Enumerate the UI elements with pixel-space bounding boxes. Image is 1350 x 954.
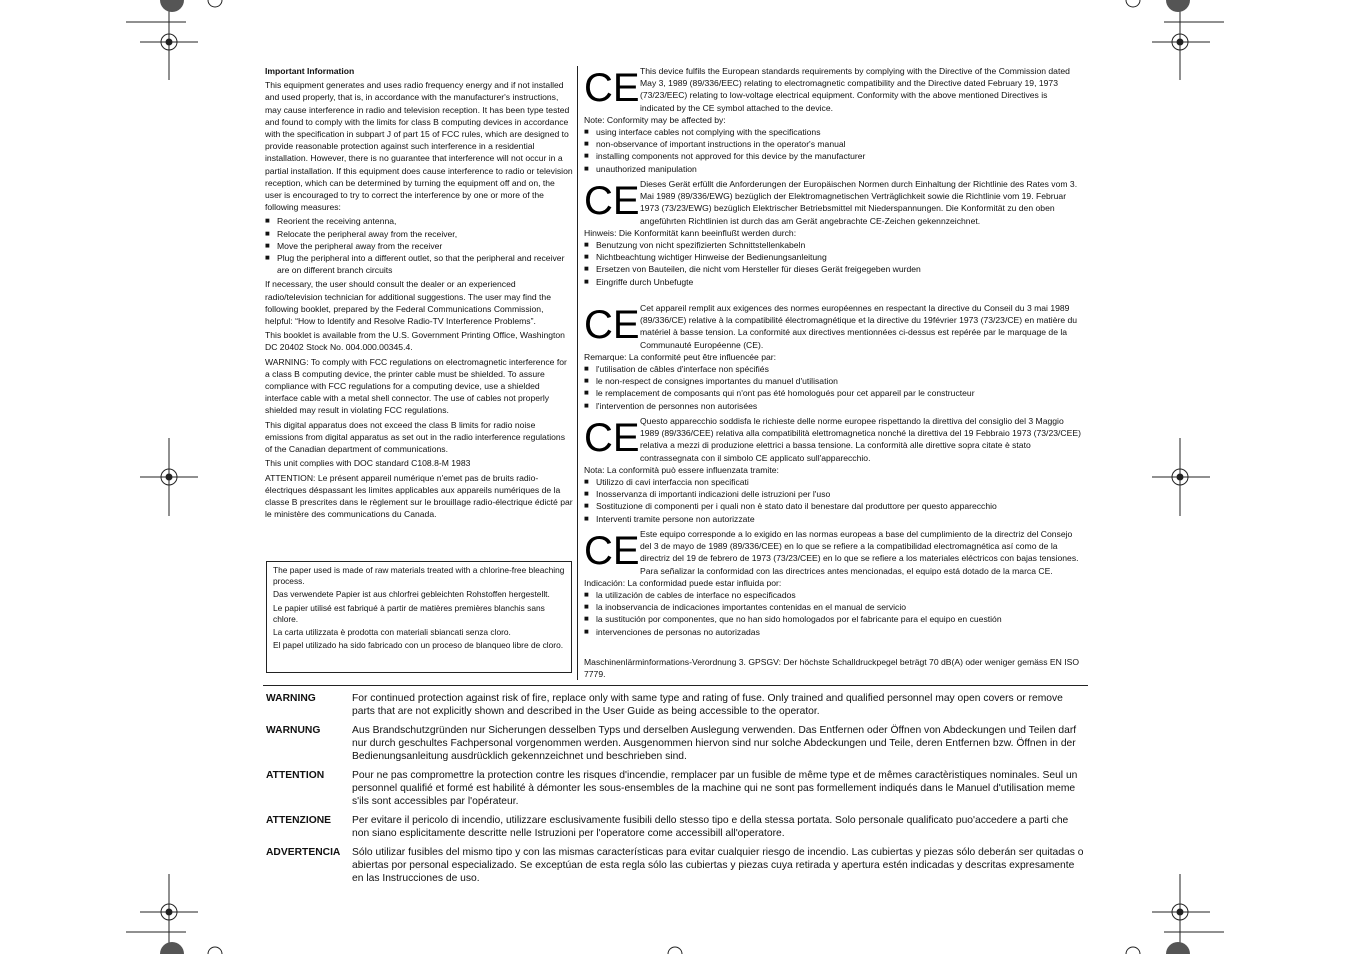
warning-row-spanish (266, 846, 1086, 885)
list-item: ■ le non-respect de consignes importantes du manuel d'utilisation (584, 375, 1084, 387)
ce-mark-icon (584, 66, 640, 110)
list-item: ■ l'intervention de personnes non autorisées (584, 400, 1084, 412)
warning-label: ADVERTENCIA (266, 847, 341, 858)
list-item: ■ unauthorized manipulation (584, 163, 1084, 175)
list-item: ■ installing components not approved for this device by the manufacturer (584, 150, 1084, 162)
fcc-paragraph: This booklet is available from the U.S. Government Printing Office, Washington DC 20402 Stock No. 004.000.00345.4. (265, 330, 565, 353)
important-information-heading: Important Information (265, 66, 355, 76)
list-item: ■ la inobservancia de indicaciones importantes contenidas en el manual de servicio (584, 601, 1084, 613)
list-item: ■ Reorient the receiving antenna, (265, 215, 573, 227)
fcc-paragraph: This digital apparatus does not exceed the class B limits for radio noise emissions from digital apparatus as set out in the radio interference regulations of the Canadian department of communications. (265, 419, 565, 455)
ce-intro-text: This device fulfils the European standards requirements by complying with the Directive of the Commission dated May 3, 1989 (89/336/EEC) relating to electromagnetic compatibility and the Directive dated February 19, 1973 (73/23/EEC) relating to low-voltage electrical equipment. Conformity with the above mentioned Directives is indicated by the CE symbol attached to the device. (640, 66, 1070, 113)
list-item: ■ Plug the peripheral into a different outlet, so that the peripheral and receiver are on different branch circuits (265, 252, 573, 276)
warning-row-english (266, 692, 1086, 718)
warning-label: ATTENZIONE (266, 815, 332, 826)
ce-block-english (584, 65, 1084, 175)
ce-conditions-list (584, 476, 1084, 525)
list-item: ■ Inosservanza di importanti indicazioni delle istruzioni per l'uso (584, 488, 1084, 500)
noise-level-note: Maschinenlärminformations-Verordnung 3. GPSGV: Der höchste Schalldruckpegel beträgt 70 dB(A) oder weniger gemäss EN ISO 7779. (584, 657, 1080, 680)
paper-notice-line: Das verwendete Papier ist aus chlorfrei gebleichten Rohstoffen hergestellt. (273, 589, 550, 600)
warning-row-french (266, 769, 1086, 808)
list-item: ■ Eingriffe durch Unbefugte (584, 276, 1084, 288)
ce-conditions-list (584, 589, 1084, 638)
list-item: ■ Ersetzen von Bauteilen, die nicht vom Hersteller für dieses Gerät freigegeben wurden (584, 263, 1084, 275)
list-item: ■ using interface cables not complying with the specifications (584, 126, 1084, 138)
list-item: ■ Sostituzione di componenti per i quali non è stato dato il benestare dal produttore per questo apparecchio (584, 500, 1084, 512)
paper-notice-box (266, 561, 572, 673)
paper-notice-line: La carta utilizzata è prodotta con materiali sbiancati senza cloro. (273, 627, 511, 638)
ce-intro-text: Cet appareil remplit aux exigences des normes européennes en respectant la directive du Conseil du 3 mai 1989 (89/336/CE) relative à la compatibilité électromagnétique et la directive du 19février 1973 (73/23/CE) en matière du matériel à basse tension. La conformité aux directives mentionnées ci-dessus est repérée par le marquage de la Communauté Européenne (CE). (640, 303, 1078, 350)
list-item: ■ intervenciones de personas no autorizadas (584, 626, 1084, 638)
list-item: ■ la sustitución por componentes, que no han sido homologados por el fabricante para el equipo en cuestión (584, 613, 1084, 625)
list-item: ■ Benutzung von nicht spezifizierten Schnittstellenkabeln (584, 239, 1084, 251)
ce-mark-icon (584, 179, 640, 223)
list-item: ■ Nichtbeachtung wichtiger Hinweise der Bedienungsanleitung (584, 251, 1084, 263)
warning-label: WARNUNG (266, 725, 321, 736)
ce-intro-text: Este equipo corresponde a lo exigido en las normas europeas a base del cumplimiento de la directriz del Consejo del 3 de mayo de 1989 (89/336/CEE) en lo que se refiere a la compatibilidad electromagnética así como de la directriz del 19 de febrero de 1973 (73/23/CEE) en lo que se refiere a los materiales eléctricos con bajas tensiones. Para señalizar la conformidad con las directrices antes mencionadas, el equipo está dotado de la marca CE. (640, 529, 1079, 576)
ce-intro-text: Questo apparecchio soddisfa le richieste delle norme europee rispettando la direttiva del consiglio del 3 Maggio 1989 (89/336/CEE) relativa alla compatibilità elettromagnetica nonché la direttiva del 19 Febbraio 1973 (73/23/CEE) relativa a mezzi di produzione elettrici a bassa tensione. La conformità alle direttive sopra citate è stato contrassegnata con il simbolo CE applicato sull'apparecchio. (640, 416, 1081, 463)
svg-text:CE: CE (584, 179, 640, 223)
paper-notice-line: Le papier utilisé est fabriqué à partir de matières premières blanchis sans chlore. (273, 602, 545, 624)
svg-text:CE: CE (584, 66, 640, 110)
ce-block-german (584, 178, 1084, 288)
ce-conditions-list (584, 363, 1084, 412)
warning-label: WARNING (266, 693, 316, 704)
fcc-information-column (265, 65, 573, 522)
list-item: ■ Move the peripheral away from the receiver (265, 240, 573, 252)
ce-conditions-list (584, 126, 1084, 175)
list-item: ■ l'utilisation de câbles d'interface non spécifiés (584, 363, 1084, 375)
fcc-paragraph: ATTENTION: Le présent appareil numérique n'emet pas de bruits radio-électriques déspassant les limites applicables aux appareils numériques de la classe B prescrites dans le règlement sur le brouillage radio-électrique édicté par le ministère des communications du Canada. (265, 472, 573, 520)
warning-text: Aus Brandschutzgründen nur Sicherungen desselben Typs und derselben Auslegung verwenden. Das Entfernen oder Öffnen von Abdeckungen und Teilen darf nur durch geschultes Fachpersonal vorgenommen werden. Ausgenommen hiervon sind nur solche Abdeckungen und Teile, deren Entfernen bzw. Öffnen in der Bedienungsanleitung ausdrücklich gekennzeichnet und beschrieben sind. (352, 725, 1077, 762)
paper-notice-line: The paper used is made of raw materials treated with a chlorine-free bleaching process. (273, 565, 565, 587)
ce-conditions-list (584, 239, 1084, 288)
list-item: ■ le remplacement de composants qui n'ont pas été homologués pour cet appareil par le constructeur (584, 387, 1084, 399)
list-item: ■ Utilizzo di cavi interfaccia non specificati (584, 476, 1084, 488)
svg-text:CE: CE (584, 303, 640, 347)
warning-text: For continued protection against risk of fire, replace only with same type and rating of fuse. Only trained and qualified personnel may open covers or remove parts that are not explicitly shown and described in the User Guide as being accessible to the operator. (352, 693, 1063, 717)
warning-text: Sólo utilizar fusibles del mismo tipo y con las mismas características para evitar cualquier riesgo de incendio. Las cubiertas y piezas sólo deberán ser quitadas o abiertas por personal especializado. Se exceptúan de esta regla sólo las cubiertas y piezas cuya retirada y apertura estén indicadas y descritas expresamente en las Instrucciones de uso. (352, 847, 1084, 884)
ce-note: Nota: La conformità può essere influenzata tramite: (584, 464, 779, 475)
ce-block-french (584, 302, 1084, 412)
ce-note: Hinweis: Die Konformität kann beeinflußt werden durch: (584, 227, 797, 238)
fcc-paragraph: This equipment generates and uses radio frequency energy and if not installed and used properly, that is, in accordance with the manufacturer's instructions, may cause interference in radio and television reception. It has been type tested and found to comply with the limits for class B computing devices in accordance with the specification in subpart J of part 15 of FCC rules, which are designed to provide reasonable protection against such interference in a residential installation. However, there is no guarantee that interference will not occur in a partial installation. If this equipment does cause interference to radio or television reception, which can be determined by turning the equipment off and on, the user is encouraged to try to correct the interference by one or more of the following measures: (265, 80, 573, 213)
ce-mark-icon (584, 416, 640, 460)
ce-mark-icon (584, 529, 640, 573)
ce-block-spanish (584, 528, 1084, 638)
fcc-paragraph: If necessary, the user should consult the dealer or an experienced radio/television technician for additional suggestions. The user may find the following booklet, prepared by the Federal Communications Commission, helpful: “How to Identify and Resolve Radio-TV Interference Problems”. (265, 279, 551, 327)
ce-note: Indicación: La conformidad puede estar influida por: (584, 577, 782, 588)
list-item: ■ Interventi tramite persone non autorizzate (584, 513, 1084, 525)
svg-text:CE: CE (584, 529, 640, 573)
list-item: ■ Relocate the peripheral away from the receiver, (265, 228, 573, 240)
warning-row-italian (266, 814, 1086, 840)
list-item: ■ non-observance of important instructions in the operator's manual (584, 138, 1084, 150)
column-divider (577, 66, 578, 680)
interference-measures-list (265, 215, 573, 276)
ce-intro-text: Dieses Gerät erfüllt die Anforderungen der Europäischen Normen durch Einhaltung der Richtlinie des Rates vom 3. Mai 1989 (89/336/EWG) bezüglich der Elektromagnetischen Verträglichkeit sowie die Richtlinie vom 19. Februar 1973 (73/23/EWG) bezüglich Elektrischer Betriebsmittel mit Niederspannungen. Die Konformität zu den oben angeführten Richtlinien ist durch das am Gerät angebrachte CE-Zeichen gekennzeichnet. (640, 179, 1078, 226)
svg-text:CE: CE (584, 416, 640, 460)
fcc-paragraph: WARNING: To comply with FCC regulations on electromagnetic interference for a class B computing device, the printer cable must be shielded. To assure compliance with FCC regulations for a computing device, use a shielded interface cable with a metal shell connector. The use of cables not properly shielded may result in violating FCC regulations. (265, 356, 567, 416)
paper-notice-line: El papel utilizado ha sido fabricado con un proceso de blanqueo libre de cloro. (273, 640, 564, 651)
warning-text: Per evitare il pericolo di incendio, utilizzare esclusivamente fusibili dello stesso tipo e della stessa portata. Solo personale qualificato puo'accedere a parti che non siano esplicitamente descritte nelle Istruzioni per l'operatore come accessibill all'operatore. (352, 815, 1069, 839)
warning-label: ATTENTION (266, 770, 325, 781)
section-divider (263, 685, 1088, 686)
warning-row-german (266, 724, 1086, 763)
ce-block-italian (584, 415, 1084, 525)
ce-note: Remarque: La conformité peut être influencée par: (584, 351, 777, 362)
ce-note: Note: Conformity may be affected by: (584, 114, 726, 125)
fcc-paragraph: This unit complies with DOC standard C108.8-M 1983 (265, 458, 471, 469)
list-item: ■ la utilización de cables de interface no especificados (584, 589, 1084, 601)
warning-text: Pour ne pas compromettre la protection contre les risques d'incendie, remplacer par un fusible de même type et de mêmes caractèristiques nominales. Seul un personnel qualifié et formé est habilité à démonter les sous-ensembles de la machine qui ne sont pas formellement indiqués dans le Manuel d'utilisation meme s'ils sont accessibles par l'opérateur. (352, 770, 1078, 807)
ce-mark-icon (584, 303, 640, 347)
